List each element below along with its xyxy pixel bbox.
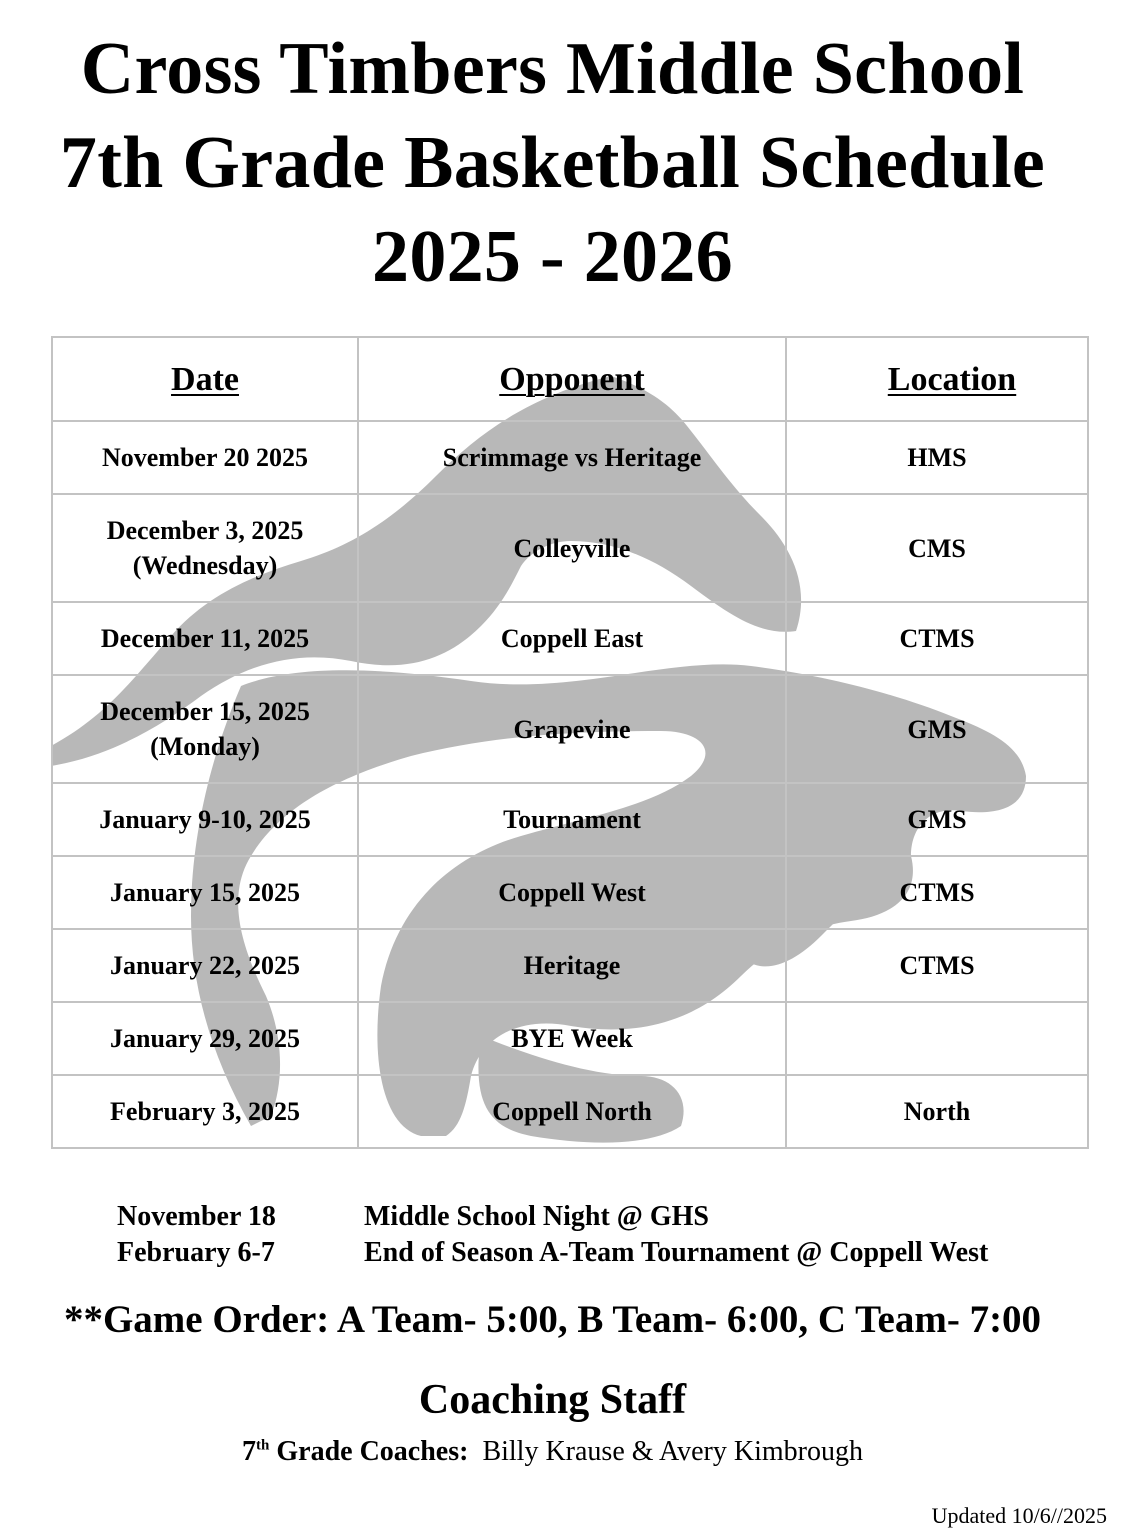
cell-location: CTMS [786, 929, 1088, 1002]
event-date: February 6-7 [117, 1237, 275, 1268]
table-row [52, 856, 1088, 929]
cell-opponent: Coppell East [358, 602, 786, 675]
header-opponent: Opponent [358, 337, 786, 421]
event-text: End of Season A-Team Tournament @ Coppell West [364, 1237, 989, 1268]
table-row [52, 1002, 1088, 1075]
event-date: November 18 [117, 1201, 276, 1232]
cell-date: January 22, 2025 [52, 929, 358, 1002]
cell-date: December 3, 2025 (Wednesday) [52, 494, 358, 602]
coaches-names: Billy Krause & Avery Kimbrough [482, 1436, 863, 1467]
special-events [117, 1199, 988, 1271]
coaches-label: 7th Grade Coaches: [242, 1436, 469, 1467]
table-header-row [52, 337, 1088, 421]
schedule-table [51, 336, 1089, 1149]
event-line [117, 1235, 988, 1271]
table-row [52, 1075, 1088, 1148]
cell-date: December 15, 2025 (Monday) [52, 675, 358, 783]
cell-opponent: Grapevine [358, 675, 786, 783]
cell-date: January 29, 2025 [52, 1002, 358, 1075]
cell-date: January 9-10, 2025 [52, 783, 358, 856]
table-row [52, 929, 1088, 1002]
table-row [52, 783, 1088, 856]
game-order-note: **Game Order: A Team- 5:00, B Team- 6:00, C Team- 7:00 [63, 1298, 1042, 1341]
schedule-section [51, 336, 1087, 1147]
cell-location: CTMS [786, 856, 1088, 929]
cell-date: November 20 2025 [52, 421, 358, 494]
cell-opponent: Coppell North [358, 1075, 786, 1148]
cell-opponent: Colleyville [358, 494, 786, 602]
title-line-schedule: 7th Grade Basketball Schedule [59, 122, 1046, 204]
updated-date: Updated 10/6//2025 [931, 1503, 1107, 1528]
cell-opponent: Tournament [358, 783, 786, 856]
table-row [52, 602, 1088, 675]
coaching-staff-heading: Coaching Staff [418, 1377, 687, 1423]
cell-date: February 3, 2025 [52, 1075, 358, 1148]
cell-location: GMS [786, 675, 1088, 783]
cell-location: CTMS [786, 602, 1088, 675]
coaches-line [0, 1436, 1105, 1468]
cell-date: January 15, 2025 [52, 856, 358, 929]
title-line-season: 2025 - 2026 [372, 216, 733, 298]
table-row [52, 421, 1088, 494]
cell-location: HMS [786, 421, 1088, 494]
cell-location [786, 1002, 1088, 1075]
cell-opponent: Scrimmage vs Heritage [358, 421, 786, 494]
cell-opponent: BYE Week [358, 1002, 786, 1075]
cell-date: December 11, 2025 [52, 602, 358, 675]
title-line-school: Cross Timbers Middle School [80, 28, 1025, 110]
cell-location: GMS [786, 783, 1088, 856]
cell-opponent: Heritage [358, 929, 786, 1002]
header-date: Date [52, 337, 358, 421]
event-text: Middle School Night @ GHS [364, 1201, 709, 1232]
table-row [52, 675, 1088, 783]
cell-opponent: Coppell West [358, 856, 786, 929]
cell-location: North [786, 1075, 1088, 1148]
header-location: Location [786, 337, 1088, 421]
event-line [117, 1199, 988, 1235]
table-row [52, 494, 1088, 602]
page-title [0, 22, 1105, 304]
cell-location: CMS [786, 494, 1088, 602]
